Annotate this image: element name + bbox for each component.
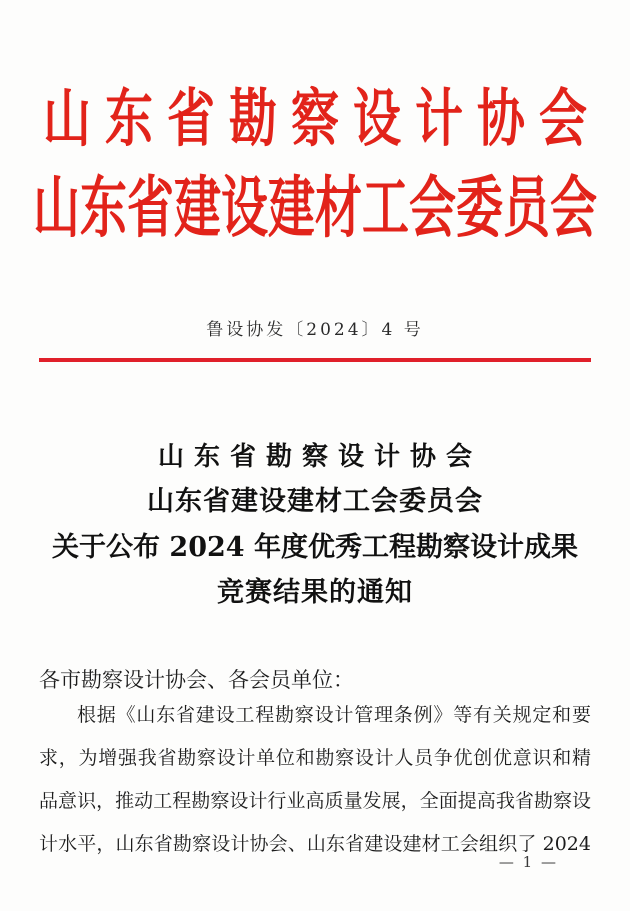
notice-title-subject-line-1: 关于公布 2024 年度优秀工程勘察设计成果 (52, 532, 578, 563)
paragraph-line-2: 求，为增强我省勘察设计单位和勘察设计人员争优创优意识和精 (39, 747, 591, 769)
red-divider-line (39, 358, 591, 362)
notice-title-org-2: 山东省建设建材工会委员会 (147, 486, 483, 517)
paragraph-line-1: 根据《山东省建设工程勘察设计管理条例》等有关规定和要 (77, 704, 591, 726)
paragraph-line-3: 品意识，推动工程勘察设计行业高质量发展，全面提高我省勘察设 (39, 790, 591, 812)
letterhead-org-line-1: 山东省勘察设计协会 (42, 82, 601, 156)
letterhead-org-line-2: 山东省建设建材工会委员会 (33, 169, 597, 248)
salutation: 各市勘察设计协会、各会员单位： (39, 668, 354, 692)
paragraph-line-4: 计水平，山东省勘察设计协会、山东省建设建材工会组织了 2024 (39, 833, 591, 855)
letterhead (0, 82, 630, 248)
body-paragraph (39, 694, 591, 866)
notice-title (0, 442, 630, 608)
page-number: — 1 — (498, 853, 558, 871)
document-number: 鲁设协发〔2024〕4 号 (206, 320, 424, 340)
notice-title-org-1: 山东省勘察设计协会 (157, 442, 482, 472)
notice-title-subject-line-2: 竞赛结果的通知 (217, 577, 413, 608)
